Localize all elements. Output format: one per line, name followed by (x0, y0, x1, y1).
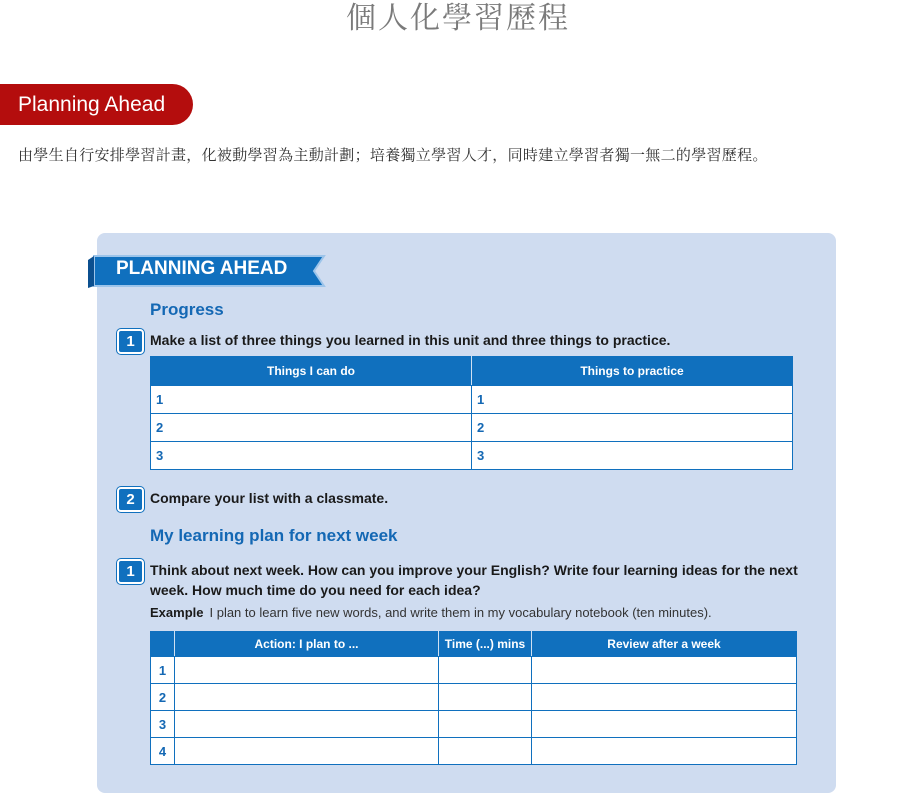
learning-plan-table (150, 631, 797, 765)
table-cell[interactable] (532, 738, 797, 765)
table-row (151, 738, 797, 765)
table-cell[interactable] (175, 738, 439, 765)
table-cell[interactable] (532, 657, 797, 684)
progress-step1-text: Make a list of three things you learned in this unit and three things to practice. (150, 332, 671, 348)
page-title: 個人化學習歷程 (346, 1, 570, 36)
table-row (151, 657, 797, 684)
table-row (151, 711, 797, 738)
table-cell[interactable] (439, 657, 532, 684)
step-number-badge: 1 (117, 329, 144, 354)
table-row (151, 386, 793, 414)
example-line (150, 603, 712, 623)
column-header-action: Action: I plan to ... (175, 632, 439, 657)
table-cell[interactable] (175, 711, 439, 738)
column-header-number (151, 632, 175, 657)
progress-table (150, 356, 793, 470)
table-cell[interactable]: 3 (472, 442, 793, 470)
example-label: Example (150, 605, 204, 620)
table-cell[interactable] (175, 657, 439, 684)
progress-step2-text: Compare your list with a classmate. (150, 490, 389, 506)
column-header-can-do: Things I can do (151, 357, 472, 386)
row-number: 3 (151, 711, 175, 738)
table-cell[interactable]: 2 (472, 414, 793, 442)
step-number-badge: 1 (117, 559, 144, 584)
column-header-to-practice: Things to practice (472, 357, 793, 386)
table-cell[interactable] (439, 684, 532, 711)
table-cell[interactable]: 1 (472, 386, 793, 414)
table-row (151, 442, 793, 470)
table-cell[interactable]: 2 (151, 414, 472, 442)
table-cell[interactable] (532, 711, 797, 738)
progress-heading: Progress (150, 300, 224, 319)
row-number: 4 (151, 738, 175, 765)
example-text: I plan to learn five new words, and write them in my vocabulary notebook (ten minutes). (209, 605, 712, 620)
section-description: 由學生自行安排學習計畫，化被動學習為主動計劃；培養獨立學習人才，同時建立學習者獨一無二的學習歷程。 (18, 146, 768, 164)
section-pill: Planning Ahead (0, 84, 193, 125)
plan-step1-line2: week. How much time do you need for each idea? (150, 582, 481, 598)
plan-step1-line1: Think about next week. How can you improve your English? Write four learning ideas for the next (150, 562, 798, 578)
table-cell[interactable] (439, 738, 532, 765)
step-number-badge: 2 (117, 487, 144, 512)
table-row (151, 684, 797, 711)
table-cell[interactable]: 1 (151, 386, 472, 414)
table-row (151, 414, 793, 442)
table-cell[interactable] (175, 684, 439, 711)
table-cell[interactable] (439, 711, 532, 738)
column-header-time: Time (...) mins (439, 632, 532, 657)
table-cell[interactable] (532, 684, 797, 711)
plan-heading: My learning plan for next week (150, 526, 398, 545)
banner-title: PLANNING AHEAD (116, 258, 288, 279)
row-number: 2 (151, 684, 175, 711)
column-header-review: Review after a week (532, 632, 797, 657)
table-cell[interactable]: 3 (151, 442, 472, 470)
row-number: 1 (151, 657, 175, 684)
